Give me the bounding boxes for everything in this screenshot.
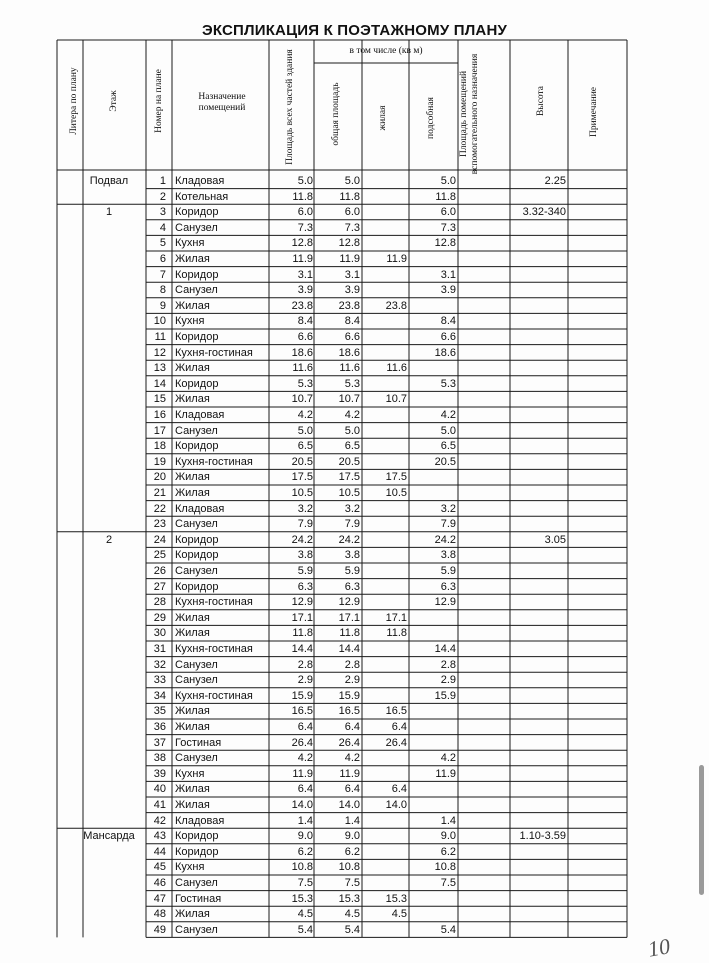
auxiliary-area: 5.3 <box>440 377 456 390</box>
common-area: 8.4 <box>344 315 360 328</box>
room-name: Котельная <box>175 190 229 203</box>
room-number: 2 <box>159 190 166 203</box>
room-number: 37 <box>153 736 166 749</box>
room-number: 15 <box>153 393 166 406</box>
room-name: Коридор <box>175 377 219 390</box>
common-area: 16.5 <box>338 705 360 718</box>
common-area: 11.6 <box>339 362 360 375</box>
room-number: 3 <box>159 206 166 219</box>
total-area: 6.2 <box>297 845 313 858</box>
room-name: Жилая <box>175 253 210 265</box>
total-area: 15.9 <box>291 689 313 702</box>
living-area: 10.7 <box>385 393 407 406</box>
header-v-tom-chisle: в том числе (кв м) <box>349 46 423 56</box>
living-area: 23.8 <box>385 299 407 312</box>
common-area: 11.9 <box>339 767 360 780</box>
total-area: 1.4 <box>297 814 313 827</box>
room-name: Жилая <box>175 611 210 624</box>
room-number: 48 <box>153 908 166 921</box>
auxiliary-area: 7.3 <box>440 221 456 234</box>
total-area: 6.4 <box>297 783 313 796</box>
total-area: 10.7 <box>291 393 313 406</box>
header-vysota: Высота <box>536 85 546 117</box>
living-area: 4.5 <box>391 908 407 921</box>
ceiling-height: 2.25 <box>544 175 566 187</box>
auxiliary-area: 5.0 <box>440 175 456 187</box>
room-name: Коридор <box>175 331 219 343</box>
common-area: 23.8 <box>338 299 360 312</box>
common-area: 3.2 <box>344 502 360 515</box>
room-name: Жилая <box>175 721 210 733</box>
auxiliary-area: 15.9 <box>434 689 456 702</box>
room-number: 19 <box>153 455 166 468</box>
total-area: 15.3 <box>291 892 313 905</box>
common-area: 10.5 <box>338 487 360 499</box>
total-area: 16.5 <box>291 705 313 718</box>
common-area: 4.2 <box>344 409 360 421</box>
auxiliary-area: 6.6 <box>440 331 456 343</box>
total-area: 6.6 <box>297 331 313 343</box>
room-name: Санузел <box>175 565 218 577</box>
total-area: 23.8 <box>291 299 313 312</box>
common-area: 15.3 <box>338 892 360 905</box>
room-number: 26 <box>153 565 166 577</box>
floor-label: 2 <box>105 533 113 546</box>
common-area: 5.0 <box>344 175 360 187</box>
total-area: 5.0 <box>297 175 313 187</box>
room-name: Кладовая <box>175 175 225 187</box>
total-area: 3.1 <box>297 268 313 281</box>
room-number: 42 <box>153 814 166 827</box>
room-name: Санузел <box>175 923 218 936</box>
total-area: 14.0 <box>291 799 313 811</box>
total-area: 5.0 <box>297 424 313 437</box>
room-number: 6 <box>159 253 166 265</box>
room-name: Санузел <box>175 518 218 531</box>
header-etazh: Этаж <box>109 90 119 112</box>
auxiliary-area: 5.9 <box>440 565 456 577</box>
auxiliary-area: 4.2 <box>440 409 456 421</box>
room-number: 1 <box>159 175 166 187</box>
auxiliary-area: 2.8 <box>440 658 456 671</box>
room-name: Жилая <box>175 393 210 406</box>
total-area: 17.1 <box>291 611 313 624</box>
auxiliary-area: 11.8 <box>435 190 456 203</box>
common-area: 3.9 <box>344 284 360 297</box>
room-number: 35 <box>153 705 166 718</box>
room-number: 5 <box>159 237 166 250</box>
room-name: Кладовая <box>175 502 225 515</box>
common-area: 9.0 <box>344 830 360 843</box>
auxiliary-area: 10.8 <box>434 861 456 874</box>
auxiliary-area: 20.5 <box>434 455 456 468</box>
auxiliary-area: 3.2 <box>440 502 456 515</box>
room-number: 9 <box>159 299 166 312</box>
total-area: 11.9 <box>292 253 313 265</box>
total-area: 17.5 <box>291 471 313 484</box>
room-number: 16 <box>153 409 166 421</box>
room-number: 20 <box>153 471 166 484</box>
common-area: 6.3 <box>344 580 360 593</box>
room-number: 44 <box>153 845 166 858</box>
room-name: Санузел <box>175 284 218 297</box>
room-number: 40 <box>153 783 166 796</box>
ceiling-height: 1.10-3.59 <box>519 830 566 843</box>
room-name: Кладовая <box>175 409 225 421</box>
common-area: 6.0 <box>344 206 360 219</box>
living-area: 11.9 <box>386 253 407 265</box>
total-area: 12.9 <box>291 596 313 609</box>
room-name: Жилая <box>175 908 210 921</box>
room-number: 30 <box>153 627 166 640</box>
common-area: 7.9 <box>344 518 360 531</box>
room-number: 36 <box>153 721 166 733</box>
living-area: 15.3 <box>385 892 407 905</box>
common-area: 14.0 <box>338 799 360 811</box>
auxiliary-area: 12.9 <box>434 596 456 609</box>
room-number: 17 <box>153 424 166 437</box>
room-name: Коридор <box>175 830 219 843</box>
auxiliary-area: 11.9 <box>435 767 456 780</box>
total-area: 5.3 <box>297 377 313 390</box>
total-area: 11.8 <box>292 627 313 640</box>
auxiliary-area: 2.9 <box>440 674 456 687</box>
room-number: 10 <box>153 315 166 328</box>
living-area: 11.8 <box>386 627 407 640</box>
living-area: 17.5 <box>385 471 407 484</box>
room-number: 47 <box>153 892 166 905</box>
total-area: 26.4 <box>291 736 313 749</box>
room-name: Жилая <box>175 783 210 796</box>
common-area: 10.7 <box>338 393 360 406</box>
room-name: Жилая <box>175 362 210 375</box>
total-area: 10.5 <box>291 487 313 499</box>
common-area: 18.6 <box>338 346 360 359</box>
room-name: Кухня <box>175 861 205 874</box>
common-area: 24.2 <box>338 533 360 546</box>
room-name: Кухня <box>175 315 205 328</box>
common-area: 3.1 <box>344 268 360 281</box>
header-litera: Литера по плану <box>69 67 79 135</box>
room-number: 38 <box>153 752 166 765</box>
common-area: 1.4 <box>344 814 360 827</box>
room-name: Санузел <box>175 424 218 437</box>
auxiliary-area: 3.8 <box>440 549 456 562</box>
header-zhilaya: жилая <box>378 105 388 131</box>
floor-label: 1 <box>105 206 113 219</box>
common-area: 2.9 <box>344 674 360 687</box>
common-area: 14.4 <box>338 643 360 655</box>
auxiliary-area: 7.5 <box>440 877 456 889</box>
room-number: 43 <box>153 830 166 843</box>
handwritten-page-number: 10 <box>645 933 672 962</box>
common-area: 5.0 <box>344 424 360 437</box>
living-area: 11.6 <box>386 362 407 375</box>
header-nomer: Номер на плане <box>154 69 164 133</box>
common-area: 5.4 <box>344 923 360 936</box>
room-name: Коридор <box>175 533 219 546</box>
room-number: 28 <box>153 596 166 609</box>
room-name: Санузел <box>175 877 218 889</box>
common-area: 5.9 <box>344 565 360 577</box>
room-number: 22 <box>153 502 166 515</box>
auxiliary-area: 6.0 <box>440 206 456 219</box>
living-area: 26.4 <box>385 736 407 749</box>
auxiliary-area: 8.4 <box>440 315 456 328</box>
room-number: 18 <box>153 440 166 453</box>
total-area: 6.4 <box>297 721 313 733</box>
room-number: 8 <box>159 284 166 297</box>
room-number: 23 <box>153 518 166 531</box>
header-podsobnaya: подсобная <box>426 97 436 139</box>
room-number: 39 <box>153 767 166 780</box>
total-area: 6.3 <box>297 580 313 593</box>
common-area: 17.5 <box>338 471 360 484</box>
header-naznachenie: Назначение помещений <box>198 92 246 113</box>
common-area: 20.5 <box>338 455 360 468</box>
room-name: Кухня-гостиная <box>175 455 253 468</box>
total-area: 6.0 <box>297 206 313 219</box>
total-area: 7.5 <box>297 877 313 889</box>
room-name: Коридор <box>175 580 219 593</box>
common-area: 4.5 <box>344 908 360 921</box>
living-area: 6.4 <box>391 721 407 733</box>
room-number: 27 <box>153 580 166 593</box>
room-number: 4 <box>159 221 166 234</box>
room-number: 31 <box>153 643 166 655</box>
common-area: 17.1 <box>338 611 360 624</box>
room-name: Коридор <box>175 268 219 281</box>
living-area: 16.5 <box>385 705 407 718</box>
room-name: Кухня-гостиная <box>175 346 253 359</box>
auxiliary-area: 5.4 <box>440 923 456 936</box>
room-name: Кухня-гостиная <box>175 643 253 655</box>
floor-label: Мансарда <box>83 830 135 843</box>
auxiliary-area: 5.0 <box>440 424 456 437</box>
living-area: 6.4 <box>391 783 407 796</box>
common-area: 3.8 <box>344 549 360 562</box>
room-name: Гостиная <box>175 736 222 749</box>
room-number: 13 <box>153 362 166 375</box>
common-area: 6.6 <box>344 331 360 343</box>
common-area: 7.3 <box>344 221 360 234</box>
auxiliary-area: 18.6 <box>434 346 456 359</box>
common-area: 5.3 <box>344 377 360 390</box>
room-number: 25 <box>153 549 166 562</box>
room-name: Жилая <box>175 471 210 484</box>
auxiliary-area: 6.2 <box>440 845 456 858</box>
header-ploshchad-vsekh: Площадь всех частей здания <box>285 49 295 165</box>
room-name: Коридор <box>175 440 219 453</box>
room-name: Гостиная <box>175 892 222 905</box>
living-area: 10.5 <box>385 487 407 499</box>
common-area: 11.8 <box>339 627 360 640</box>
room-name: Жилая <box>175 627 210 640</box>
auxiliary-area: 7.9 <box>440 518 456 531</box>
total-area: 12.8 <box>291 237 313 250</box>
total-area: 6.5 <box>297 440 313 453</box>
room-name: Коридор <box>175 206 219 219</box>
room-name: Жилая <box>175 705 210 718</box>
auxiliary-area: 3.9 <box>440 284 456 297</box>
common-area: 15.9 <box>338 689 360 702</box>
room-name: Жилая <box>175 487 210 499</box>
common-area: 6.5 <box>344 440 360 453</box>
total-area: 11.8 <box>292 190 313 203</box>
room-name: Коридор <box>175 845 219 858</box>
auxiliary-area: 12.8 <box>434 237 456 250</box>
total-area: 2.9 <box>297 674 313 687</box>
common-area: 2.8 <box>344 658 360 671</box>
room-name: Жилая <box>175 799 210 811</box>
common-area: 7.5 <box>344 877 360 889</box>
common-area: 11.8 <box>339 190 360 203</box>
total-area: 11.9 <box>292 767 313 780</box>
room-name: Санузел <box>175 658 218 671</box>
document-title: ЭКСПЛИКАЦИЯ К ПОЭТАЖНОМУ ПЛАНУ <box>201 22 508 39</box>
auxiliary-area: 4.2 <box>440 752 456 765</box>
total-area: 5.9 <box>297 565 313 577</box>
room-number: 34 <box>153 689 166 702</box>
floor-label: Подвал <box>89 175 129 187</box>
auxiliary-area: 6.5 <box>440 440 456 453</box>
auxiliary-area: 6.3 <box>440 580 456 593</box>
total-area: 10.8 <box>291 861 313 874</box>
room-number: 12 <box>153 346 166 359</box>
room-number: 45 <box>153 861 166 874</box>
header-vspomogatelnaya: Площадь помещений вспомогательного назначения <box>459 53 480 175</box>
total-area: 5.4 <box>297 923 313 936</box>
room-number: 7 <box>159 268 166 281</box>
room-number: 49 <box>153 923 166 936</box>
room-number: 32 <box>153 658 166 671</box>
room-name: Санузел <box>175 674 218 687</box>
common-area: 6.4 <box>344 721 360 733</box>
total-area: 9.0 <box>297 830 313 843</box>
auxiliary-area: 3.1 <box>440 268 456 281</box>
total-area: 8.4 <box>297 315 313 328</box>
room-name: Кухня <box>175 237 205 250</box>
common-area: 10.8 <box>338 861 360 874</box>
common-area: 12.8 <box>338 237 360 250</box>
scrollbar-thumb[interactable] <box>699 765 704 895</box>
total-area: 20.5 <box>291 455 313 468</box>
total-area: 4.2 <box>297 752 313 765</box>
room-number: 29 <box>153 611 166 624</box>
room-name: Кладовая <box>175 814 225 827</box>
room-name: Санузел <box>175 752 218 765</box>
room-number: 21 <box>153 487 166 499</box>
total-area: 24.2 <box>291 533 313 546</box>
ceiling-height: 3.05 <box>544 533 566 546</box>
total-area: 4.5 <box>297 908 313 921</box>
total-area: 2.8 <box>297 658 313 671</box>
auxiliary-area: 24.2 <box>434 533 456 546</box>
room-number: 11 <box>154 331 166 343</box>
room-number: 33 <box>153 674 166 687</box>
room-name: Жилая <box>175 299 210 312</box>
header-obshchaya: общая площадь <box>331 82 341 146</box>
room-name: Коридор <box>175 549 219 562</box>
living-area: 17.1 <box>385 611 407 624</box>
common-area: 26.4 <box>338 736 360 749</box>
living-area: 14.0 <box>385 799 407 811</box>
room-number: 14 <box>153 377 166 390</box>
total-area: 14.4 <box>291 643 313 655</box>
room-number: 24 <box>153 533 166 546</box>
common-area: 6.4 <box>344 783 360 796</box>
room-name: Кухня-гостиная <box>175 689 253 702</box>
room-name: Кухня-гостиная <box>175 596 253 609</box>
total-area: 3.9 <box>297 284 313 297</box>
auxiliary-area: 9.0 <box>440 830 456 843</box>
room-number: 41 <box>153 799 166 811</box>
total-area: 3.2 <box>297 502 313 515</box>
total-area: 3.8 <box>297 549 313 562</box>
total-area: 11.6 <box>292 362 313 375</box>
total-area: 7.3 <box>297 221 313 234</box>
common-area: 12.9 <box>338 596 360 609</box>
header-primechanie: Примечание <box>589 86 599 138</box>
common-area: 6.2 <box>344 845 360 858</box>
ceiling-height: 3.32-340 <box>522 206 566 219</box>
auxiliary-area: 14.4 <box>434 643 456 655</box>
total-area: 18.6 <box>291 346 313 359</box>
room-name: Санузел <box>175 221 218 234</box>
common-area: 11.9 <box>339 253 360 265</box>
room-name: Кухня <box>175 767 205 780</box>
common-area: 4.2 <box>344 752 360 765</box>
total-area: 4.2 <box>297 409 313 421</box>
auxiliary-area: 1.4 <box>440 814 456 827</box>
room-number: 46 <box>153 877 166 889</box>
total-area: 7.9 <box>297 518 313 531</box>
